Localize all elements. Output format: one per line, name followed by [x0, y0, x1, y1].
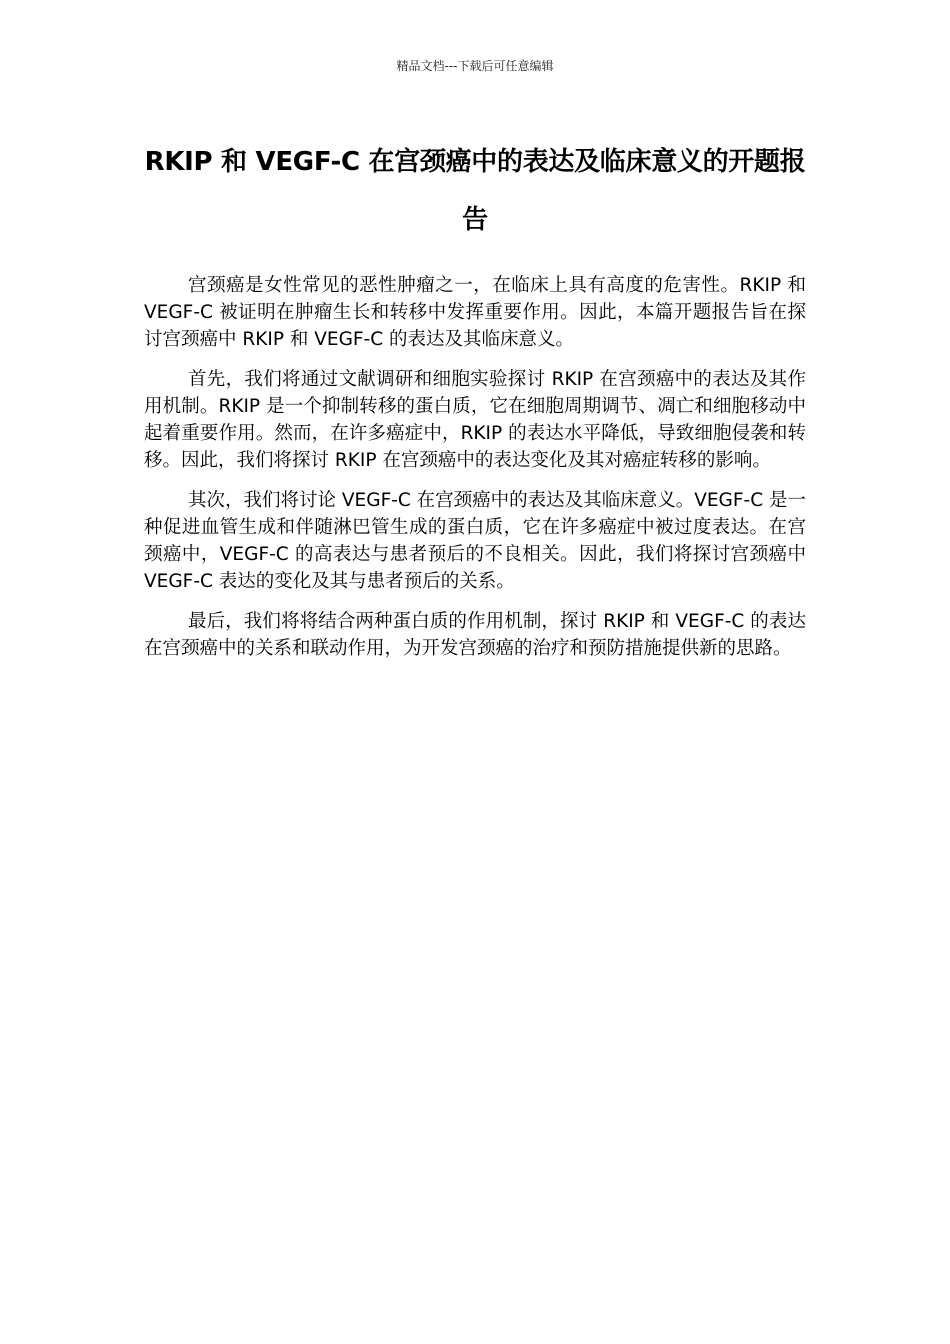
paragraph-rkip: 首先，我们将通过文献调研和细胞实验探讨 RKIP 在宫颈癌中的表达及其作用机制。RKIP 是一个抑制转移的蛋白质，它在细胞周期调节、凋亡和细胞移动中起着重要作用。然而，在许多癌症中，RKIP 的表达水平降低，导致细胞侵袭和转移。因此，我们将探讨 RKIP 在宫颈癌中的表达变化及其对癌症转移的影响。 [144, 369, 806, 471]
paragraph-vegf-c: 其次，我们将讨论 VEGF-C 在宫颈癌中的表达及其临床意义。VEGF-C 是一种促进血管生成和伴随淋巴管生成的蛋白质，它在许多癌症中被过度表达。在宫颈癌中，VEGF-C 的高表达与患者预后的不良相关。因此，我们将探讨宫颈癌中 VEGF-C 表达的变化及其与患者预后的关系。 [144, 490, 806, 592]
document-body [144, 272, 806, 675]
document-title: RKIP 和 VEGF-C 在宫颈癌中的表达及临床意义的开题报告 [144, 147, 806, 235]
paragraph-conclusion: 最后，我们将将结合两种蛋白质的作用机制，探讨 RKIP 和 VEGF-C 的表达在宫颈癌中的关系和联动作用，为开发宫颈癌的治疗和预防措施提供新的思路。 [144, 611, 806, 659]
page-header: 精品文档---下载后可任意编辑 [396, 59, 554, 73]
paragraph-intro: 宫颈癌是女性常见的恶性肿瘤之一，在临床上具有高度的危害性。RKIP 和 VEGF-C 被证明在肿瘤生长和转移中发挥重要作用。因此，本篇开题报告旨在探讨宫颈癌中 RKIP 和 VEGF-C 的表达及其临床意义。 [144, 275, 806, 350]
